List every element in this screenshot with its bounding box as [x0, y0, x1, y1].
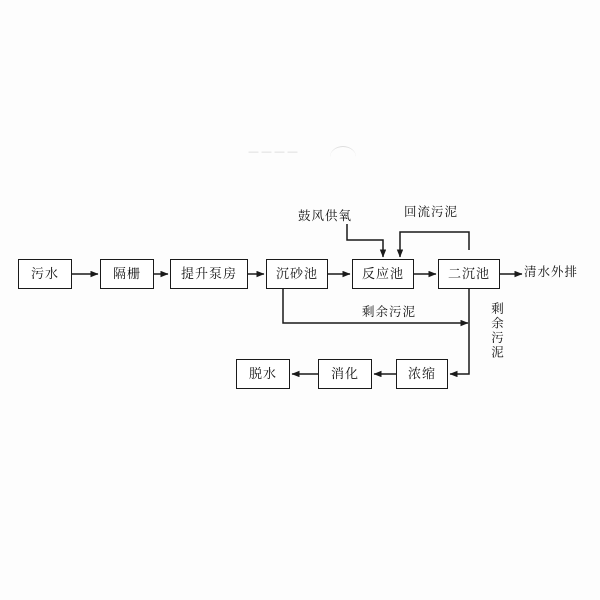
- node-thickener[interactable]: [396, 359, 448, 389]
- node-label: 污水: [30, 266, 59, 282]
- node-label: 脱水: [248, 366, 277, 382]
- watermark-mark: [330, 146, 356, 157]
- node-pump-house[interactable]: [170, 259, 248, 289]
- label-return-sludge: 回流污泥: [404, 204, 459, 219]
- label-excess-sludge: 剩余污泥: [362, 304, 417, 319]
- node-label: 隔栅: [112, 266, 141, 282]
- node-secondary-clarifier[interactable]: [438, 259, 500, 289]
- node-reaction-tank[interactable]: [352, 259, 414, 289]
- watermark-text: ————: [248, 145, 300, 158]
- node-label: 反应池: [361, 266, 404, 282]
- node-sewage[interactable]: [18, 259, 72, 289]
- node-digestion[interactable]: [318, 359, 372, 389]
- label-excess-sludge-vertical: 剩余污泥: [489, 302, 505, 360]
- node-grit-chamber[interactable]: [266, 259, 328, 289]
- node-grille[interactable]: [100, 259, 154, 289]
- node-label: 沉砂池: [275, 266, 318, 282]
- node-label: 二沉池: [447, 266, 490, 282]
- node-label: 提升泵房: [180, 266, 237, 282]
- label-clear-water-discharge: 清水外排: [524, 264, 579, 279]
- node-label: 消化: [330, 366, 359, 382]
- node-dewatering[interactable]: [236, 359, 290, 389]
- node-label: 浓缩: [407, 366, 436, 382]
- label-blower-oxygen: 鼓风供氧: [298, 208, 353, 223]
